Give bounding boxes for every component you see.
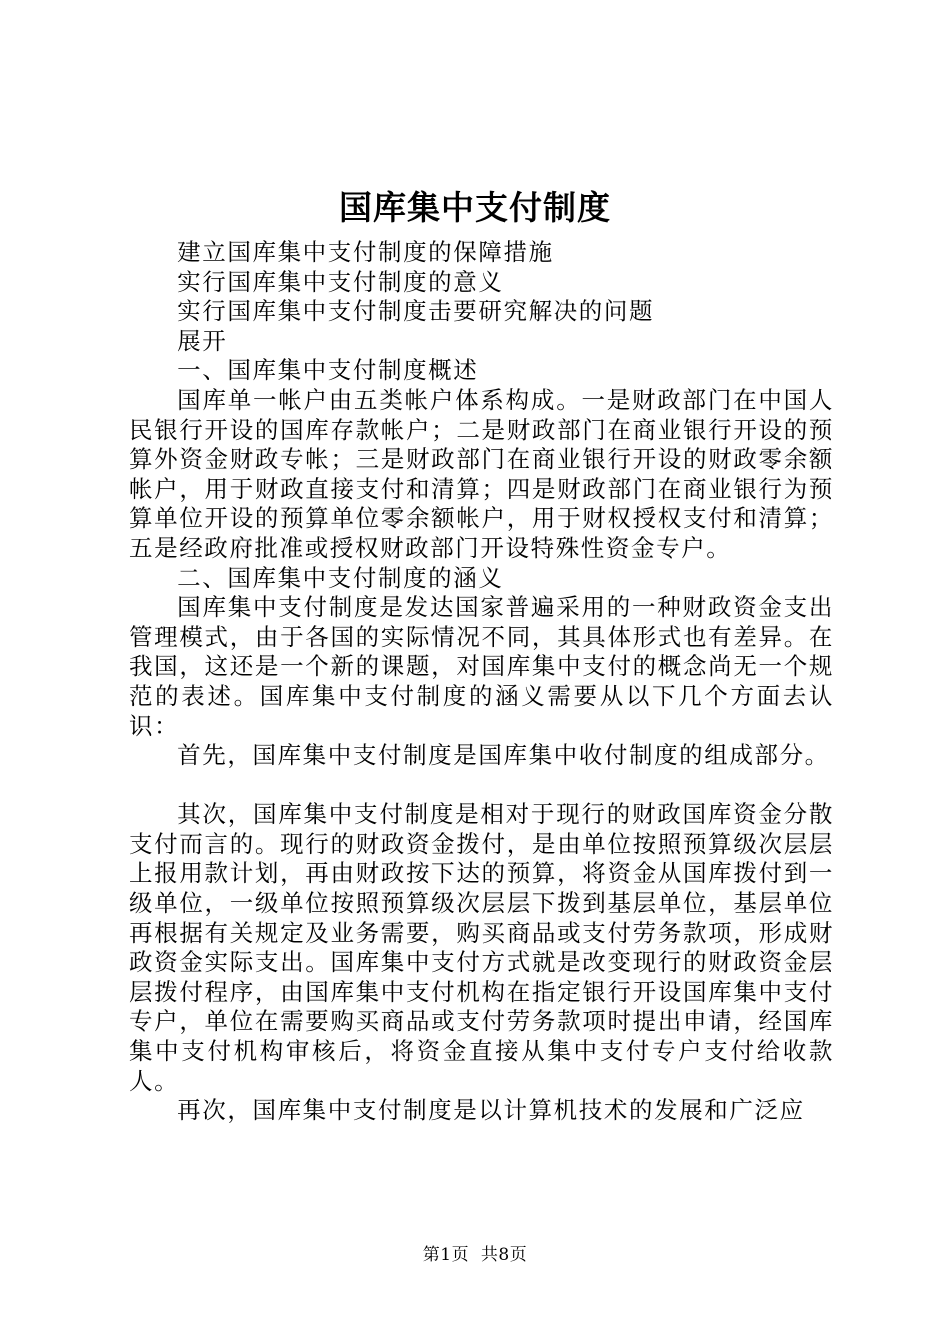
document-title: 国库集中支付制度 <box>339 188 611 227</box>
paragraph-second-point: 其次，国库集中支付制度是相对于现行的财政国库资金分散支付而言的。现行的财政资金拨付，是由单位按照预算级次层层上报用款计划，再由财政按下达的预算，将资金从国库拨付到一级单位，一级单位按照预算级次层层下拨到基层单位，基层单位再根据有关规定及业务需要，购买商品或支付劳务款项，形成财政资金实际支出。国库集中支付方式就是改变现行的财政资金层层拨付程序，由国库集中支付机构在指定银行开设国库集中支付专户，单位在需要购买商品或支付劳务款项时提出申请，经国库集中支付机构审核后，将资金直接从集中支付专户支付给收款人。 <box>129 800 834 1095</box>
paragraph-meaning-intro: 国库集中支付制度是发达国家普遍采用的一种财政资金支出管理模式，由于各国的实际情况不同，其具体形式也有差异。在我国，这还是一个新的课题，对国库集中支付的概念尚无一个规范的表述。国库集中支付制度的涵义需要从以下几个方面去认识： <box>129 593 834 740</box>
outline-item-safeguards: 建立国库集中支付制度的保障措施 <box>177 238 554 266</box>
document-body <box>129 238 834 1126</box>
paragraph-account-system: 国库单一帐户由五类帐户体系构成。一是财政部门在中国人民银行开设的国库存款帐户；二是财政部门在商业银行开设的预算外资金财政专帐；三是财政部门在商业银行开设的财政零余额帐户，用于财政直接支付和清算；四是财政部门在商业银行为预算单位开设的预算单位零余额帐户，用于财权授权支付和清算；五是经政府批准或授权财政部门开设特殊性资金专户。 <box>129 385 834 562</box>
outline-item-problems: 实行国库集中支付制度击要研究解决的问题 <box>177 297 655 326</box>
section-heading-meaning: 二、国库集中支付制度的涵义 <box>177 563 504 592</box>
page-number-footer: 第1页 共8页 <box>422 1245 528 1265</box>
paragraph-third-point: 再次，国库集中支付制度是以计算机技术的发展和广泛应 <box>177 1096 805 1125</box>
outline-item-significance: 实行国库集中支付制度的意义 <box>177 267 504 296</box>
paragraph-first-point: 首先，国库集中支付制度是国库集中收付制度的组成部分。 <box>177 741 830 770</box>
outline-item-expand: 展开 <box>177 326 228 355</box>
section-heading-overview: 一、国库集中支付制度概述 <box>177 356 479 385</box>
